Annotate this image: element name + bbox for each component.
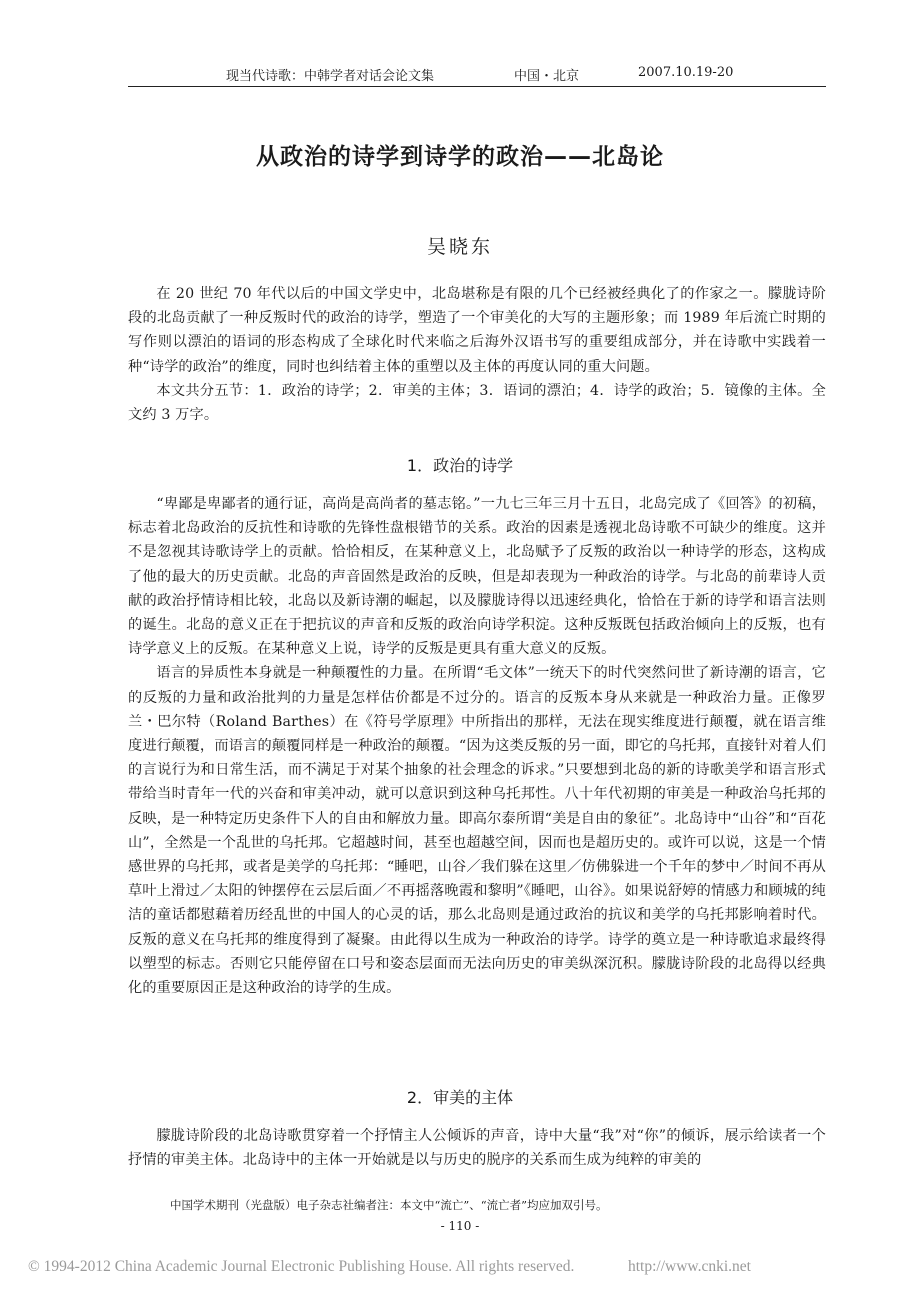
page-number: - 110 - (440, 1219, 480, 1233)
running-header (128, 62, 826, 87)
paper-title: 从政治的诗学到诗学的政治——北岛论 (256, 144, 664, 170)
website-link[interactable]: http://www.cnki.net (628, 1258, 751, 1275)
section-body (128, 492, 826, 1000)
header-date: 2007.10.19-20 (638, 65, 734, 80)
section-heading: 2．审美的主体 (406, 1088, 514, 1107)
header-location: 中国・北京 (514, 69, 580, 84)
body-paragraph: 语言的异质性本身就是一种颠覆性的力量。在所谓“毛文体”一统天下的时代突然问世了新诗潮的语言，它的反叛的力量和政治批判的力量是怎样估价都是不过分的。语言的反叛本身从来就是一种政治力量。正像罗兰・巴尔特（Roland Barthes）在《符号学原理》中所指出的那样，无法在现实维度进行颠覆，就在语言维度进行颠覆，而语言的颠覆同样是一种政治的颠覆。“因为这类反叛的另一面，即它的乌托邦，直接针对着人们的言说行为和日常生活，而不满足于对某个抽象的社会理念的诉求。”只要想到北岛的新的诗歌美学和语言形式带给当时青年一代的兴奋和审美冲动，就可以意识到这种乌托邦性。八十年代初期的审美是一种政治乌托邦的反映，是一种特定历史条件下人的自由和解放力量。即高尔泰所谓“美是自由的象征”。北岛诗中“山谷”和“百花山”，全然是一个乱世的乌托邦。它超越时间，甚至也超越空间，因而也是超历史的。或许可以说，这是一个情感世界的乌托邦，或者是美学的乌托邦：“睡吧，山谷／我们躲在这里／仿佛躲进一个千年的梦中／时间不再从草叶上滑过／太阳的钟摆停在云层后面／不再摇落晚霞和黎明”《睡吧，山谷》。如果说舒婷的情感力和顾城的纯洁的童话都慰藉着历经乱世的中国人的心灵的话，那么北岛则是通过政治的抗议和美学的乌托邦影响着时代。反叛的意义在乌托邦的维度得到了凝聚。由此得以生成为一种政治的诗学。诗学的奠立是一种诗歌追求最终得以塑型的标志。否则它只能停留在口号和姿态层面而无法向历史的审美纵深沉积。朦胧诗阶段的北岛得以经典化的重要原因正是这种政治的诗学的生成。 (128, 665, 826, 997)
footnote: 中国学术期刊（光盘版）电子杂志社编者注：本文中“流亡”、“流亡者”均应加双引号。 (170, 1198, 608, 1212)
header-journal: 现当代诗歌：中韩学者对话会论文集 (226, 69, 435, 84)
section-body (128, 1124, 826, 1172)
body-paragraph: “卑鄙是卑鄙者的通行证，高尚是高尚者的墓志铭。”一九七三年三月十五日，北岛完成了《回答》的初稿，标志着北岛政治的反抗性和诗歌的先锋性盘根错节的关系。政治的因素是透视北岛诗歌不可缺少的维度。这并不是忽视其诗歌诗学上的贡献。恰恰相反，在某种意义上，北岛赋予了反叛的政治以一种诗学的形态，这构成了他的最大的历史贡献。北岛的声音固然是政治的反映，但是却表现为一种政治的诗学。与北岛的前辈诗人贡献的政治抒情诗相比较，北岛以及新诗潮的崛起，以及朦胧诗得以迅速经典化，恰恰在于新的诗学和语言法则的诞生。北岛的意义正在于把抗议的声音和反叛的政治向诗学积淀。这种反叛既包括政治倾向上的反叛，也有诗学意义上的反叛。在某种意义上说，诗学的反叛是更具有重大意义的反叛。 (128, 496, 826, 658)
copyright-notice: © 1994-2012 China Academic Journal Electronic Publishing House. All rights reserved. (28, 1258, 575, 1275)
abstract (128, 282, 826, 427)
abstract-paragraph: 本文共分五节：1．政治的诗学；2．审美的主体；3．语词的漂泊；4．诗学的政治；5．镜像的主体。全文约 3 万字。 (128, 382, 826, 424)
section-heading: 1．政治的诗学 (406, 456, 514, 475)
copyright-bar (28, 1258, 888, 1276)
author-name: 吴晓东 (426, 236, 493, 258)
body-paragraph: 朦胧诗阶段的北岛诗歌贯穿着一个抒情主人公倾诉的声音，诗中大量“我”对“你”的倾诉，展示给读者一个抒情的审美主体。北岛诗中的主体一开始就是以与历史的脱序的关系而生成为纯粹的审美的 (128, 1128, 826, 1169)
abstract-paragraph: 在 20 世纪 70 年代以后的中国文学史中，北岛堪称是有限的几个已经被经典化了的作家之一。朦胧诗阶段的北岛贡献了一种反叛时代的政治的诗学，塑造了一个审美化的大写的主题形象；而 1989 年后流亡时期的写作则以漂泊的语词的形态构成了全球化时代来临之后海外汉语书写的重要组成部分，并在诗歌中实践着一种“诗学的政治”的维度，同时也纠结着主体的重塑以及主体的再度认同的重大问题。 (128, 286, 826, 375)
